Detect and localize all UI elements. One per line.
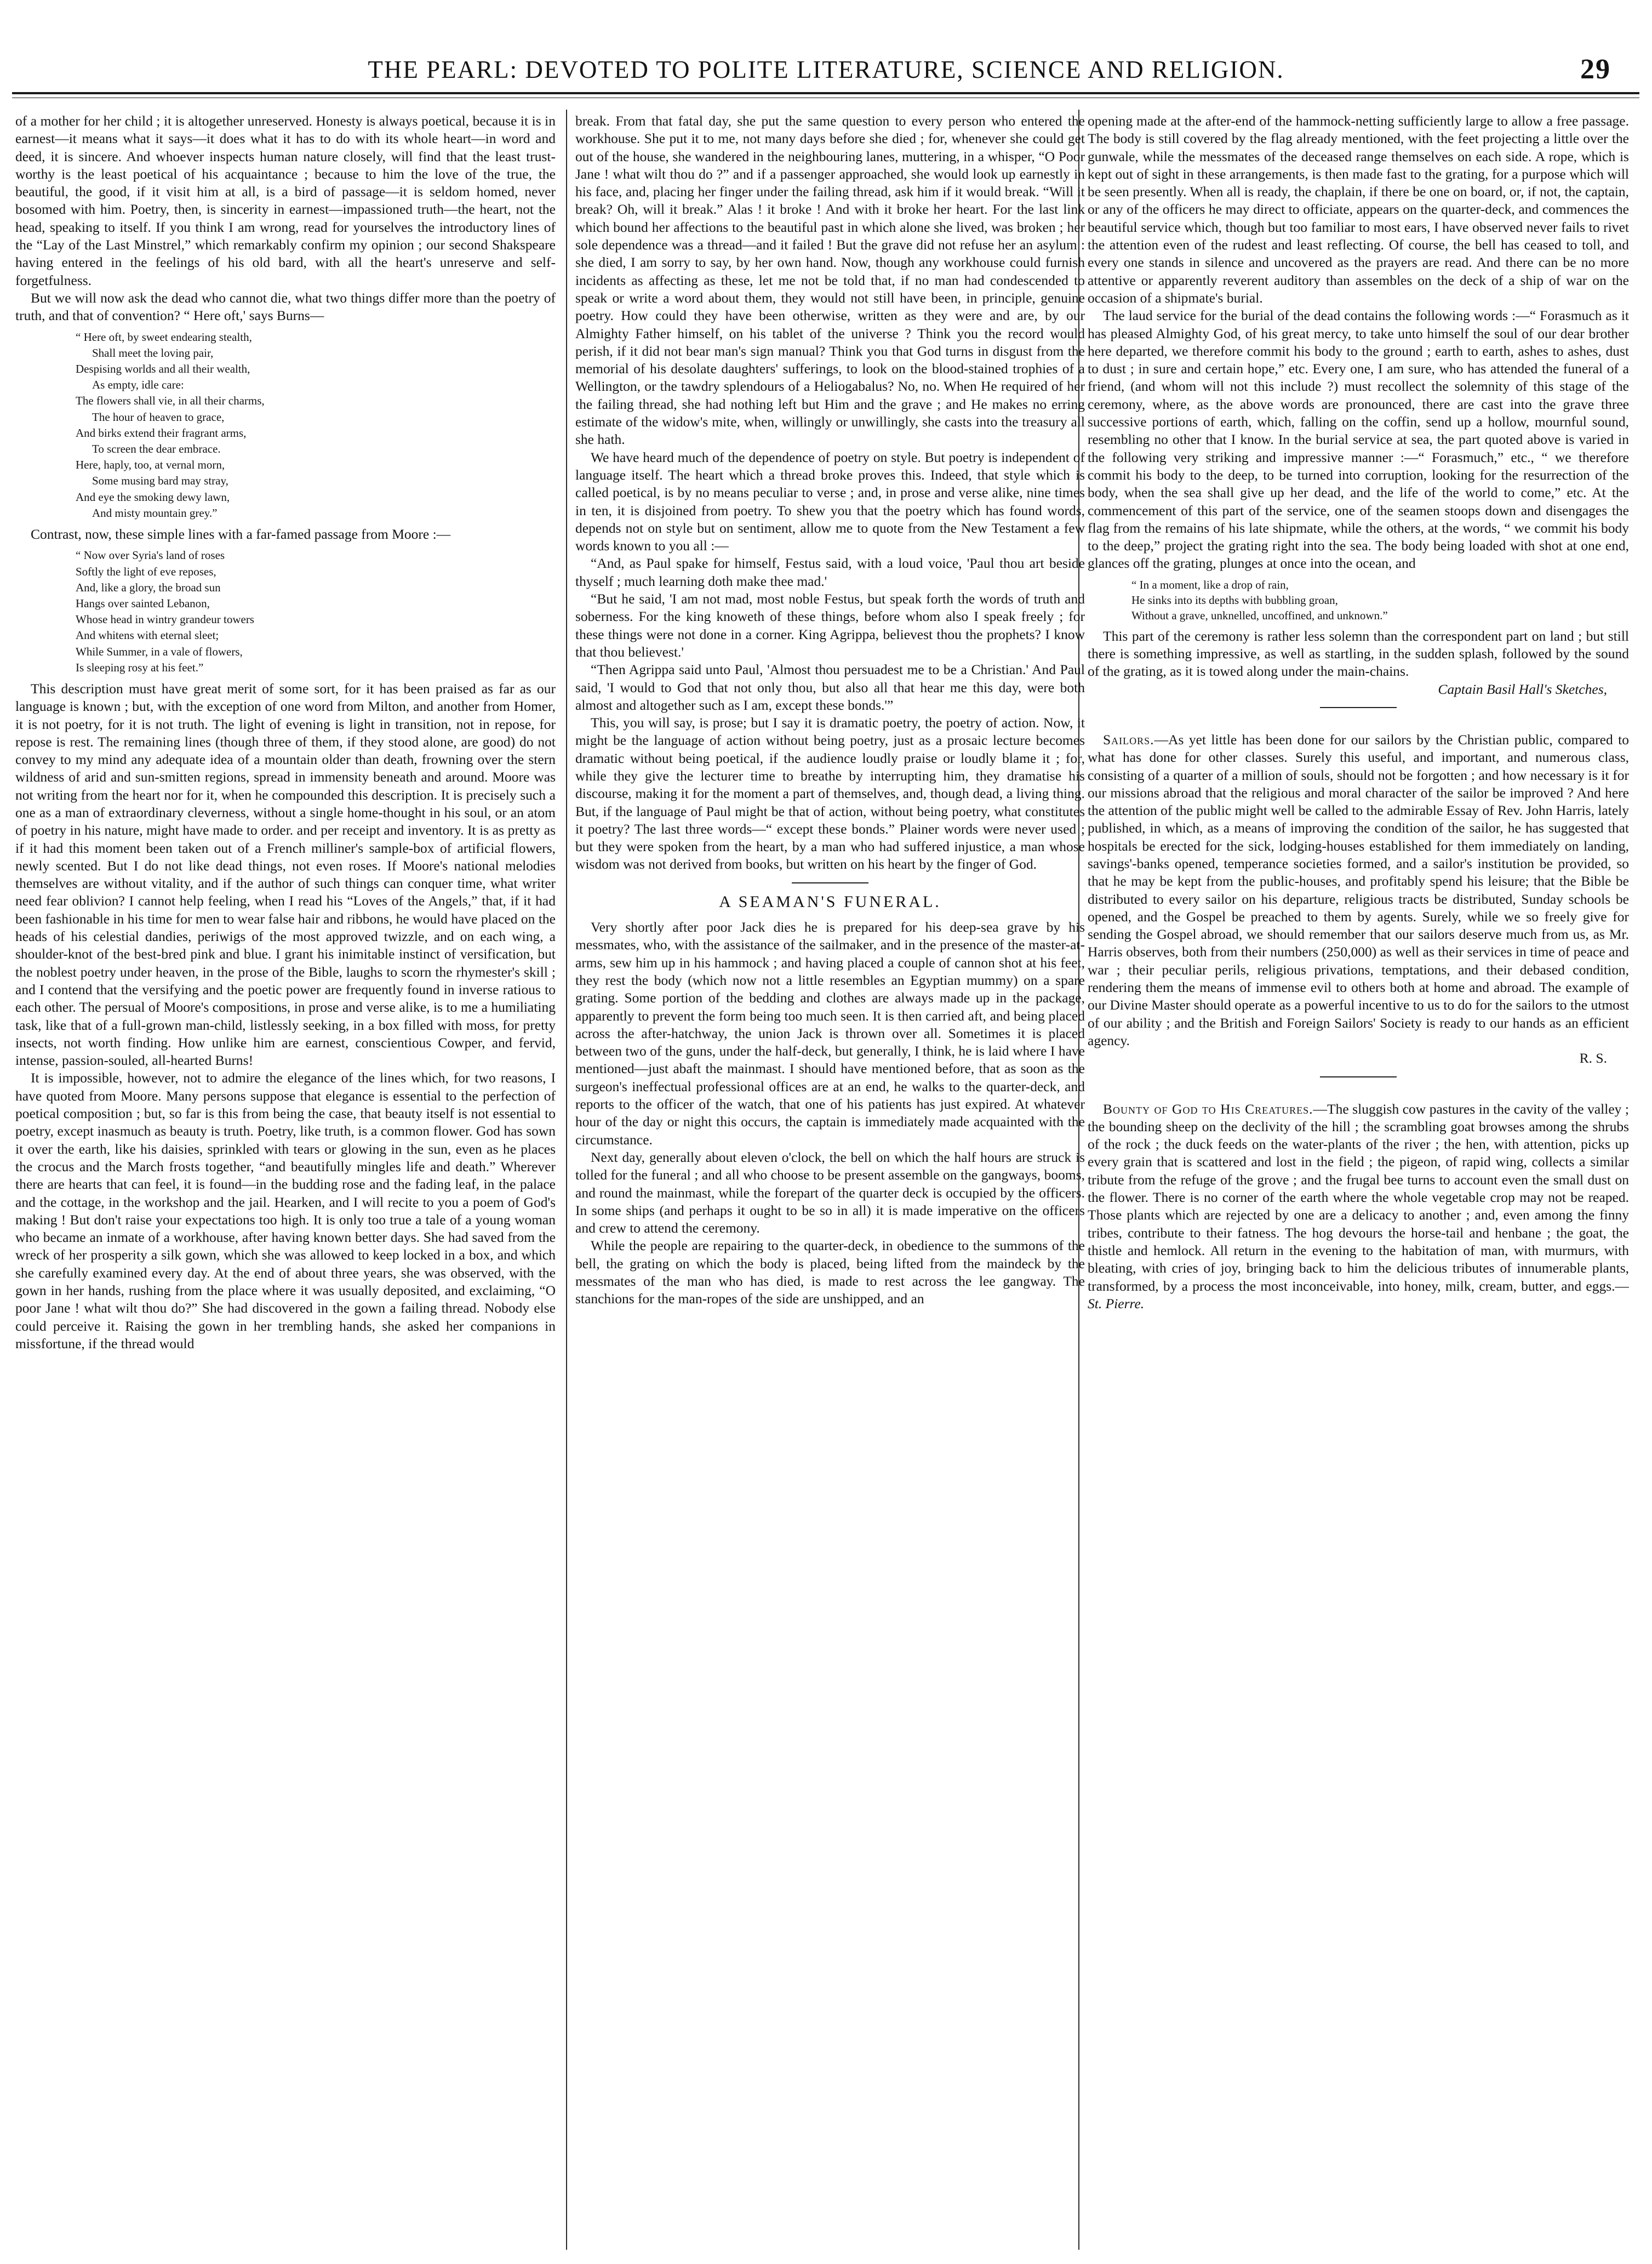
- article-heading: A SEAMAN'S FUNERAL.: [719, 892, 941, 911]
- poem-line: And whitens with eternal sleet;: [76, 629, 219, 642]
- section-divider: [1320, 707, 1397, 708]
- paragraph: But we will now ask the dead who cannot die, what two things differ more than the poetry of truth, and that of convention? “ Here oft,' says Burns—: [15, 289, 556, 324]
- column-1: [15, 112, 556, 2250]
- paragraph: The laud service for the burial of the dead contains the following words :—“ Forasmuch as it has pleased Almighty God, of his great mercy, to take unto himself the soul of our dear brother here departed, we therefore commit his body to the ground ; earth to earth, ashes to ashes, dust to dust ; in sure and certain hope,” etc. Every one, I am sure, who has attended the funeral of a friend, (and whom will not this include ?) must recollect the solemnity of this stage of the ceremony, where, as the above words are pronounced, there are cast into the grave three successive portions of earth, which, falling on the coffin, send up a hollow, mournful sound, resembling no other that I know. In the burial service at sea, the part quoted above is varied in the following very striking and impressive manner :—“ Forasmuch,” etc., “ we therefore commit his body to the deep, to be turned into corruption, looking for the resurrection of the body, when the sea shall give up her dead, and the life of the world to come,” etc. At the commencement of this part of the service, one of the seamen stoops down and disengages the flag from the remains of his late shipmate, while the others, at the words, “ we commit his body to the deep,” project the grating right into the sea. The body being loaded with shot at one end, glances off the grating, plunges at once into the ocean, and: [1088, 307, 1629, 572]
- poem-line: He sinks into its depths with bubbling groan,: [1131, 593, 1338, 607]
- sailors-article: [1088, 731, 1629, 1050]
- poem-line: The hour of heaven to grace,: [92, 410, 225, 424]
- paragraph: Contrast, now, these simple lines with a far-famed passage from Moore :—: [31, 526, 451, 542]
- poem-line: As empty, idle care:: [92, 378, 184, 392]
- poem-line: To screen the dear embrace.: [92, 442, 221, 455]
- column-3: [1088, 112, 1629, 2250]
- paragraph: of a mother for her child ; it is altogether unreserved. Honesty is always poetical, because it is in earnest—it means what it says—it does what it has to do with its whole heart—in word and deed, it is sincere. And whoever inspects human nature closely, will find that the least trust-worthy is the least poetical of his acquaintance ; because to him the love of the true, the beautiful, the good, if it visit him at all, is a bird of passage—it is seldom homed, never bosomed with him. Poetry, then, is sincerity in earnest—impassioned truth—the heart, not the head, speaking to itself. If you think I am wrong, read for yourselves the introductory lines of the “Lay of the Last Minstrel,” which remarkably confirm my opinion ; our second Shakspeare having entered in the feelings of his old bard, with all the heart's unreserve and self-forgetfulness.: [15, 113, 556, 288]
- article-title: Bounty of God to His Creatures.: [1103, 1100, 1313, 1117]
- poem-line: Here, haply, too, at vernal morn,: [76, 458, 225, 472]
- poem-line: While Summer, in a vale of flowers,: [76, 645, 243, 658]
- attribution: St. Pierre.: [1088, 1295, 1145, 1311]
- section-divider: [792, 882, 868, 883]
- moore-poem: [76, 548, 556, 676]
- article-title: Sailors.: [1103, 731, 1154, 748]
- article-body: —The sluggish cow pastures in the cavity of the valley ; the bounding sheep on the declivity of the hill ; the scrambling goat browses among the shrubs of the rock ; the duck feeds on the water-plants of the river ; the hen, with attention, picks up every grain that is scattered and lost in the field ; the pigeon, of rapid wing, collects a similar tribute from the refuge of the grove ; and the frugal bee turns to account even the small dust on the flower. There is no corner of the earth where the whole vegetable crop may not be reaped. Those plants which are rejected by one are a delicacy to another ; and, even among the finny tribes, contribute to their fatness. The hog devours the horse-tail and henbane ; the goat, the thistle and hemlock. All return in the evening to the habitation of man, with murmurs, with bleating, with cries of joy, bringing back to him the delicious tributes of innumerable plants, transformed, by a process the most inconceivable, into honey, milk, cream, butter, and eggs.—: [1088, 1100, 1629, 1294]
- funeral-poem: [1131, 577, 1629, 623]
- poem-line: Shall meet the loving pair,: [92, 346, 214, 360]
- paragraph: Next day, generally about eleven o'clock, the bell on which the half hours are struck is tolled for the funeral ; and all who choose to be present assemble on the gangways, booms, and round the mainmast, while the forepart of the quarter deck is occupied by the officers. In some ships (and perhaps it ought to be so in all) it is made imperative on the officers and crew to attend the ceremony.: [575, 1149, 1085, 1236]
- section-divider: [1320, 1076, 1397, 1077]
- attribution: Captain Basil Hall's Sketches,: [1438, 681, 1607, 697]
- column-2: [575, 112, 1085, 2250]
- paragraph: While the people are repairing to the quarter-deck, in obedience to the summons of the bell, the grating on which the body is placed, being lifted from the maindeck by the messmates of the man who has died, is made to rest across the lee gangway. The stanchions for the man-ropes of the side are unshipped, and an: [575, 1237, 1085, 1307]
- burns-poem: [76, 329, 556, 521]
- poem-line: Is sleeping rosy at his feet.”: [76, 660, 204, 674]
- paragraph: It is impossible, however, not to admire the elegance of the lines which, for two reasons, I have quoted from Moore. Many persons suppose that elegance is essential to the perfection of poetical composition ; but, so far is this from being the case, that beauty itself is not essential to poetry, except inasmuch as beauty is truth. Poetry, like truth, is a common flower. God has sown it over the earth, like his daisies, sprinkled with tears or glowing in the sun, even as he places the crocus and the March frosts together, “and beautifully mingles life and death.” Wherever there are hearts that can feel, it is found—in the budding rose and the fading leaf, in the palace and the cottage, in the workshop and the jail. Hearken, and I will recite to you a poem of God's making ! But don't raise your expectations too high. It is only too true a tale of a young woman who became an inmate of a workhouse, after having known better days. She had saved from the wreck of her prosperity a silk gown, which she was allowed to keep locked in a box, and which she carefully examined every day. At the end of about three years, she was observed, with the gown in her hands, rushing from the place where it was usually deposited, and exclaiming, “O poor Jane ! what wilt thou do?” She had discovered in the gown a failing thread. Nobody else could perceive it. Raising the gown in her trembling hands, she asked her companions in missfortune, if the thread would: [15, 1070, 556, 1351]
- article-body: —As yet little has been done for our sailors by the Christian public, compared to what has done for other classes. Surely this useful, and important, and numerous class, consisting of a quarter of a million of souls, should not be forgotten ; and how necessary is it for our missions abroad that the religious and moral character of the sailor be improved ? And here the attention of the public might well be called to the admirable Essay of Rev. John Harris, lately published, in which, as a means of improving the condition of the sailor, he has suggested that hospitals be erected for the sick, lodging-houses established for them immediately on landing, savings'-banks opened, temperance societies formed, and a sailor's institution be provided, so that he may be kept from the public-houses, and profitably spend his leisure; that the Bible be distributed to every sailor on his departure, religious tracts be distributed, Sunday schools be opened, and the Gospel be preached to them by agents. Surely, while we so freely give for sending the Gospel abroad, we should remember that our sailors deserve much from us, as Mr. Harris observes, both from their numbers (250,000) as well as their services in time of peace and war ; their peculiar perils, religious privations, temptations, and their debased condition, rendering them the means of immense evil to others both at home and abroad. The example of our Divine Master should operate as a powerful incentive to us to do for the sailors to the utmost of our ability ; and the British and Foreign Sailors' Society is ready to our hands as an efficient agency.: [1088, 731, 1629, 1048]
- poem-line: And misty mountain grey.”: [92, 506, 218, 520]
- page-number: 29: [1580, 54, 1611, 85]
- page-header: [11, 50, 1641, 89]
- column-divider-1: [566, 110, 567, 2250]
- poem-line: And birks extend their fragrant arms,: [76, 426, 247, 440]
- paragraph: opening made at the after-end of the hammock-netting sufficiently large to allow a free passage. The body is still covered by the flag already mentioned, with the feet projecting a little over the gunwale, while the messmates of the deceased range themselves on each side. A rope, which is kept out of sight in these arrangements, is then made fast to the grating, for a purpose which will be seen presently. When all is ready, the chaplain, if there be one on board, or, if not, the captain, or any of the officers he may direct to officiate, appears on the quarter-deck, and commences the beautiful service which, though but too familiar to most ears, I have observed never fails to rivet the attention even of the rudest and least reflecting. Of course, the bell has ceased to toll, and every one stands in silence and uncovered as the prayers are read. And there can be no more attentive or apparently reverent auditory than assembles on the deck of a ship of war on the occasion of a shipmate's burial.: [1088, 113, 1629, 306]
- poem-line: Without a grave, unknelled, uncoffined, and unknown.”: [1131, 608, 1388, 622]
- scripture-quote: “And, as Paul spake for himself, Festus said, with a loud voice, 'Paul thou art beside thyself ; much learning doth make thee mad.': [575, 555, 1085, 589]
- scripture-quote: “But he said, 'I am not mad, most noble Festus, but speak forth the words of truth and soberness. For the king knoweth of these things, before whom also I speak freely ; for these things were not done in a corner. King Agrippa, believest thou the prophets? I know that thou believest.': [575, 591, 1085, 660]
- poem-line: Hangs over sainted Lebanon,: [76, 596, 210, 610]
- poem-line: Some musing bard may stray,: [92, 474, 228, 488]
- paragraph: This description must have great merit of some sort, for it has been praised as far as our language is known ; but, with the exception of one word from Milton, and another from Homer, it is not poetry, for it is not truth. The light of evening is light in transition, not in repose, for repose is rest. The remaining lines (though three of them, if they stood alone, are good) do not convey to my mind any adequate idea of a mountain older than death, frowning over the stern wildness of arid and sun-smitten regions, spread in immensity beneath and around. Moore was not writing from the heart nor for it, when he compounded this description. It is precisely such a one as a man of extraordinary cleverness, without a single home-thought in his soul, or an atom of poetry in his nature, might have made to order. and per receipt and inventory. It is as pretty as if it had this moment been taken out of a French milliner's sample-box of artificial flowers, newly scented. But I do not like dead things, not even roses. If Moore's national melodies themselves are without vitality, and if the author of such things can conquer time, what writer need fear oblivion? I cannot help feeling, when I read his “Loves of the Angels,” that, if it had been fashionable in his time for men to wear false hair and ribbons, he would have placed on the heads of his celestial dandies, periwigs of the most approved twizzle, and on each wing, a shoulder-knot of the best-bred pink and blue. I grant his inimitable instinct of versification, but the noblest poetry under heaven, in the prose of the Bible, laughs to scorn the rhymester's skill ; and I contend that the versifying and the poetic power are frequently found in inverse ratious to each other. The persual of Moore's compositions, in prose and verse alike, is to me a humiliating task, like that of a full-grown man-child, listlessly seeking, in a box filled with moss, for pretty insects, not worth finding. How unlike him are earnest, conscientious Cowper, and fervid, intense, passion-souled, all-hearted Burns!: [15, 680, 556, 1069]
- paragraph: We have heard much of the dependence of poetry on style. But poetry is independent of language itself. The heart which a thread broke proves this. Indeed, that style which is called poetical, is by no means peculiar to verse ; and, in prose and verse alike, nine times in ten, it is disjoined from poetry. To shew you that the poetry which has found words, depends not on style but on sentiment, allow me to quote from the New Testament a few words known to you all :—: [575, 449, 1085, 554]
- poem-line: Whose head in wintry grandeur towers: [76, 613, 254, 626]
- paragraph: Very shortly after poor Jack dies he is prepared for his deep-sea grave by his messmates, who, with the assistance of the sailmaker, and in the presence of the master-at-arms, sew him up in his hammock ; and having placed a couple of cannon shot at his feet, they rest the body (which now not a little resembles an Egyptian mummy) on a spare grating. Some portion of the bedding and clothes are always made up in the package, apparently to prevent the form being too much seen. It is then carried aft, and being placed across the after-hatchway, the union Jack is thrown over all. Sometimes it is placed between two of the guns, under the half-deck, but generally, I think, he is laid where I have mentioned—just abaft the mainmast. I should have mentioned before, that as soon as the surgeon's ineffectual professional offices are at an end, he walks to the quarter-deck, and reports to the officer of the watch, that one of his patients has just expired. At whatever hour of the day or night this occurs, the captain is immediately made acquainted with the circumstance.: [575, 919, 1085, 1148]
- poem-line: Softly the light of eve reposes,: [76, 564, 216, 578]
- poem-line: Despising worlds and all their wealth,: [76, 362, 250, 375]
- paragraph: break. From that fatal day, she put the same question to every person who entered the workhouse. She put it to me, not many days before she died ; for, whenever she could get out of the house, she wandered in the neighbouring lanes, muttering, in a whisper, “O Poor Jane ! what wilt thou do ?” and if a passenger approached, she would look up earnestly in his face, and, placing her finger under the failing thread, ask him if it would break. “Will it break? Oh, will it break.” Alas ! it broke ! And with it broke her heart. For the last link which bound her affections to the beautiful past in which alone she lived, was broken ; her sole dependence was a thread—and it failed ! But the grave did not refuse her an asylum : she died, I am sorry to say, by her own hand. Now, though any workhouse could furnish incidents as affecting as these, let me not be told that, if no man had condescended to speak or write a word about them, they would not still have been, in principle, genuine poetry. How could they have been otherwise, written as they were and are, by our Almighty Father himself, on his tablet of the universe ? Think you the record would perish, if it did not bear man's sign manual? Think you that God turns in disgust from the memorial of his desolate daughters' sufferings, to look on the blood-stained trophies of a Wellington, or the tawdry splendours of a Heliogabalus? No, no. When He required of her the failing thread, she had nothing left but Him and the grave ; and He makes no erring estimate of the widow's mite, when, willingly or unwillingly, she casts into the treasury all she hath.: [575, 113, 1085, 448]
- masthead-title: THE PEARL: DEVOTED TO POLITE LITERATURE, SCIENCE AND RELIGION.: [368, 56, 1284, 83]
- poem-line: And eye the smoking dewy lawn,: [76, 490, 230, 504]
- poem-line: “ Here oft, by sweet endearing stealth,: [76, 330, 252, 344]
- bounty-article: [1088, 1100, 1629, 1313]
- poem-line: “ Now over Syria's land of roses: [76, 549, 225, 562]
- scripture-quote: “Then Agrippa said unto Paul, 'Almost thou persuadest me to be a Christian.' And Paul said, 'I would to God that not only thou, but also all that hear me this day, were both almost and altogether such as I am, except these bonds.'”: [575, 661, 1085, 713]
- author-initials: R. S.: [1579, 1050, 1607, 1067]
- poem-line: The flowers shall vie, in all their charms,: [76, 394, 265, 408]
- paragraph: This part of the ceremony is rather less solemn than the correspondent part on land ; but still there is something impressive, as well as startling, in the sudden splash, followed by the sound of the grating, as it is towed along under the main-chains.: [1088, 628, 1629, 680]
- header-rule: [12, 92, 1639, 94]
- poem-line: And, like a glory, the broad sun: [76, 580, 221, 594]
- poem-line: “ In a moment, like a drop of rain,: [1131, 578, 1289, 591]
- paragraph: This, you will say, is prose; but I say it is dramatic poetry, the poetry of action. Now, it might be the language of action without being poetry, just as a prosaic lecture becomes dramatic without being poetical, if the audience loudly praise or loudly blame it ; for, while they give the lecturer time to breathe by interrupting him, they dramatise his discourse, making it for the moment a part of themselves, and, though dead, a living thing. But, if the language of Paul might be that of action, without being poetry, what constitutes it poetry? The last three words—“ except these bonds.” Plainer words were never used ; but they were spoken from the heart, by a man who had suffered injustice, a man whose wisdom was not derived from books, but written on his heart by the finger of God.: [575, 715, 1085, 872]
